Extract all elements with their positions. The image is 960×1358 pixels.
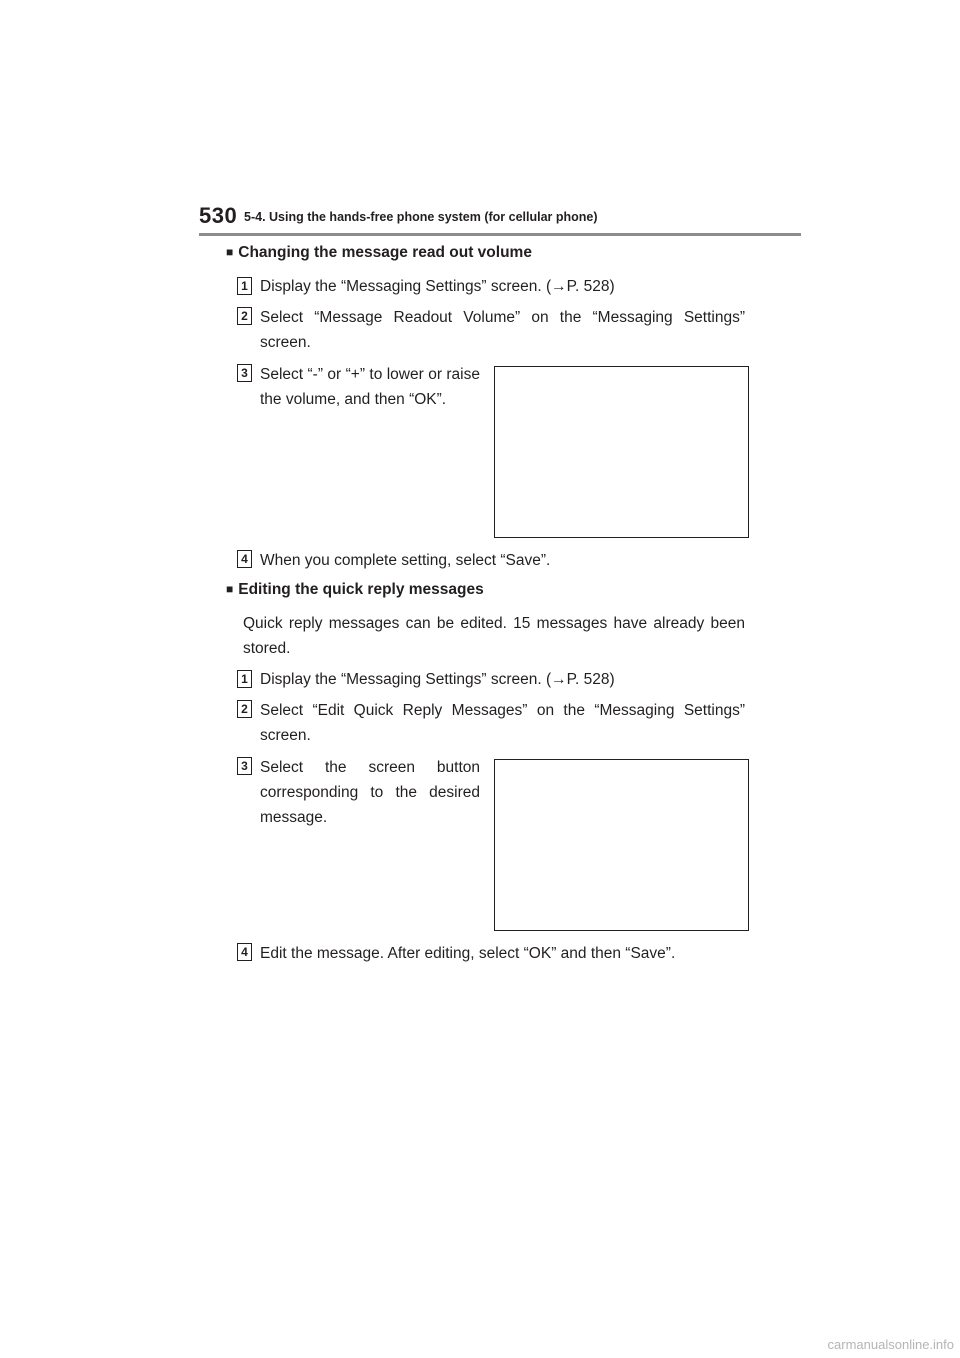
step-text: Select the screen button corresponding to the desired message.	[260, 759, 480, 826]
screen-illustration	[494, 759, 749, 931]
step-text: When you complete setting, select “Save”.	[260, 552, 551, 569]
square-bullet-icon: ■	[226, 245, 234, 259]
step-number-badge: 2	[237, 700, 252, 718]
screen-illustration	[494, 366, 749, 538]
chapter-title: 5-4. Using the hands-free phone system (for cellular phone)	[244, 210, 598, 224]
header-divider	[199, 233, 801, 236]
step-number-badge: 1	[237, 670, 252, 688]
watermark: carmanualsonline.info	[827, 1337, 954, 1352]
step-number-badge: 2	[237, 307, 252, 325]
step-number-badge: 4	[237, 550, 252, 568]
step-number-badge: 3	[237, 757, 252, 775]
step-number-badge: 3	[237, 364, 252, 382]
page-number: 530	[199, 203, 238, 228]
intro-paragraph: Quick reply messages can be edited. 15 messages have already been stored.	[243, 615, 745, 657]
section-heading: ■ Changing the message read out volume	[226, 244, 532, 261]
step-number-badge: 4	[237, 943, 252, 961]
step-text: Select “Message Readout Volume” on the “Messaging Settings” screen.	[260, 309, 745, 351]
step-text: Display the “Messaging Settings” screen. (→P. 528)	[260, 278, 615, 295]
step-text: Select “Edit Quick Reply Messages” on the “Messaging Settings” screen.	[260, 702, 745, 744]
step-text: Select “-” or “+” to lower or raise the volume, and then “OK”.	[260, 366, 480, 408]
section-heading: ■ Editing the quick reply messages	[226, 581, 484, 598]
square-bullet-icon: ■	[226, 582, 234, 596]
step-text: Edit the message. After editing, select “OK” and then “Save”.	[260, 945, 676, 962]
step-number-badge: 1	[237, 277, 252, 295]
step-text: Display the “Messaging Settings” screen. (→P. 528)	[260, 671, 615, 688]
